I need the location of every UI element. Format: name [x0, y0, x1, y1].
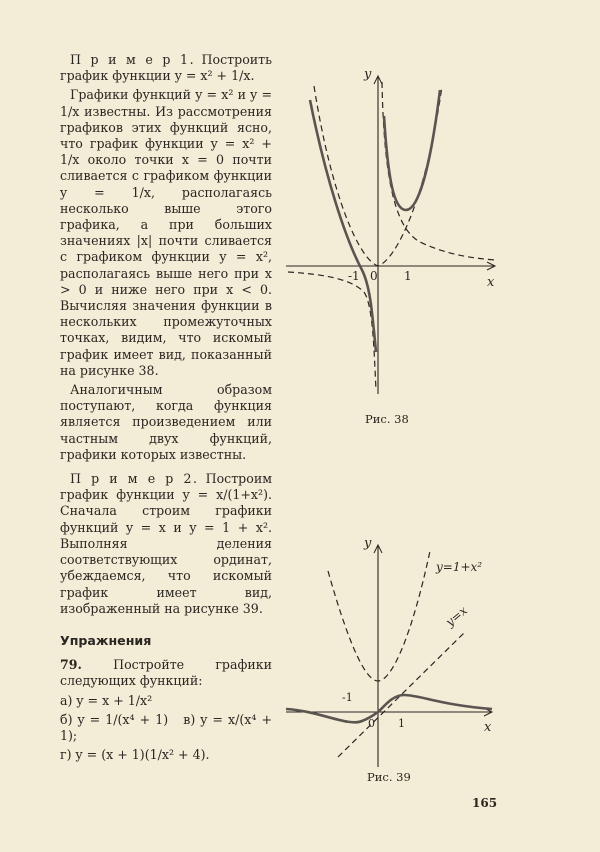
fig38-tick-0: 0	[370, 269, 378, 283]
exercise-79-text: Постройте графики следующих функций:	[60, 657, 272, 689]
text-column	[60, 52, 272, 766]
fig39-label-parabola: y=1+x²	[436, 560, 483, 574]
exercise-item-b: б) y = 1/(x⁴ + 1)	[60, 711, 169, 727]
fig38-label-y: y	[364, 67, 372, 82]
fig39-label-x: x	[484, 720, 492, 735]
example-1-explanation: Графики функций y = x² и y = 1/x известны. Из рассмотрения графиков этих функций ясно, что график функции y = x² + 1/x около точки x = 0 почти сливается с графиком функции y = 1/x, располагаясь несколько выше этого графика, а при больших значениях |x| почти сливается с графиком функции y = x², располагаясь выше него при x > 0 и ниже него при x < 0. Вычисляя значения функции в нескольких промежуточных точках, видим, что искомый график имеет вид, показанный на рисунке 38.	[60, 87, 272, 378]
fig39-label-y: y	[364, 536, 372, 551]
fig39-caption: Рис. 39	[367, 770, 411, 784]
example-1-label: П р и м е р 1.	[70, 52, 196, 67]
exercise-79	[60, 657, 272, 689]
exercise-item-a: а) y = x + 1/x²	[60, 692, 153, 708]
general-remark: Аналогичным образом поступают, когда функция является произведением или частным двух функций, графики которых известны.	[60, 382, 272, 462]
fig38-label-x: x	[487, 275, 495, 290]
fig39-function-solid	[286, 695, 492, 722]
fig39-parabola-dashed	[328, 551, 430, 681]
exercise-item-v: в) y = x/(x⁴ + 1);	[60, 711, 272, 743]
fig39-tick-neg1: -1	[342, 691, 353, 704]
example-2-label: П р и м е р 2.	[70, 471, 199, 487]
example-1-statement	[60, 52, 272, 84]
fig39-tick-1: 1	[398, 717, 405, 730]
fig38-tick-neg1: -1	[348, 269, 360, 283]
exercise-79-number: 79.	[60, 657, 82, 673]
exercises-heading: Упражнения	[60, 632, 152, 648]
fig39-tick-0: 0	[368, 717, 375, 730]
fig38-function-right	[384, 90, 440, 210]
figure-38	[280, 60, 505, 400]
fig38-hyperbola-left-dashed	[288, 272, 376, 390]
exercise-item-g: г) y = (x + 1)(1/x² + 4).	[60, 747, 210, 763]
exercise-items-b-v	[60, 712, 272, 744]
figure-39	[280, 535, 505, 775]
fig38-function-left	[310, 100, 376, 352]
fig38-tick-1: 1	[404, 269, 412, 283]
example-2-statement	[60, 471, 272, 617]
example-2-text: Построим график функции y = x/(1+x²). Сначала строим графики функций y = x и y = 1 + x². Выполняя деления соответствующих ординат, убеждаемся, что искомый график имеет вид, изображенный на рисунке 39.	[60, 471, 273, 616]
page-number: 165	[472, 796, 498, 810]
fig39-label-line: y=x	[442, 603, 471, 630]
fig38-caption: Рис. 38	[365, 412, 409, 426]
example-1-text: Построить график функции y = x² + 1/x.	[60, 52, 273, 84]
